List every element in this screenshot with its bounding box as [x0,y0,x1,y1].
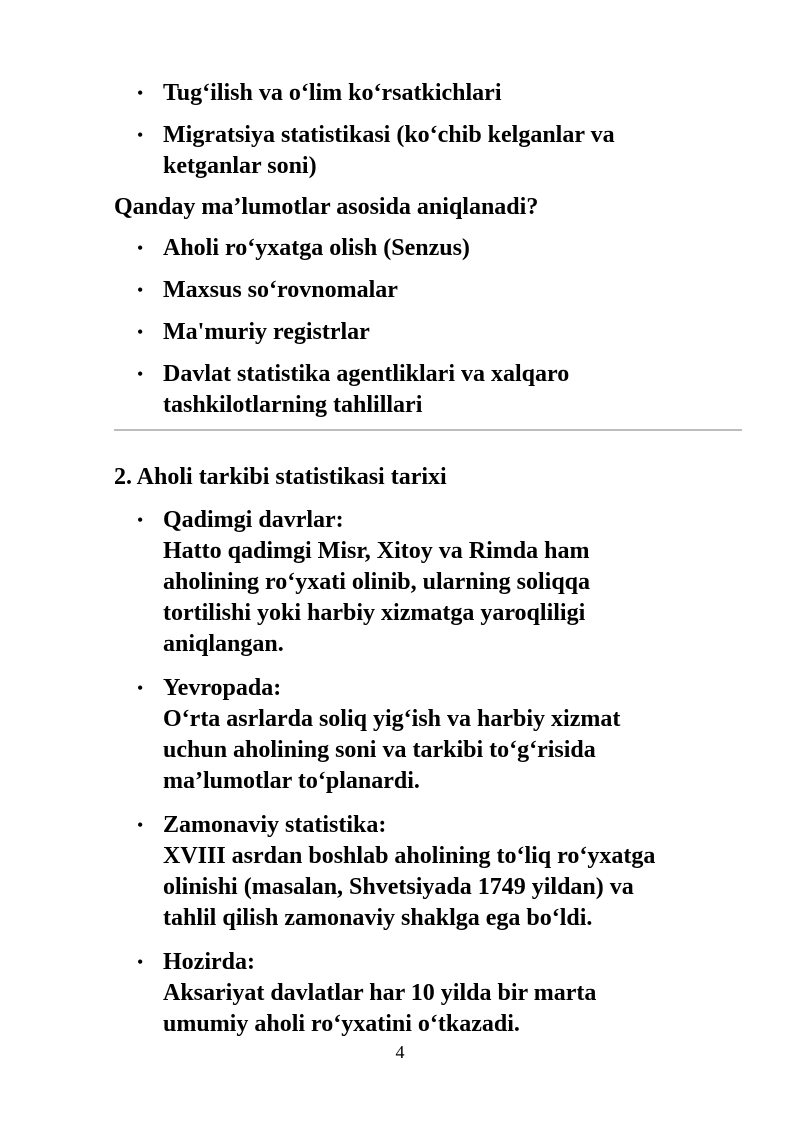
list-item-text: aholining ro‘yxati olinib, ularning soliqqa [163,569,591,595]
list-item [0,947,800,1040]
statistics-topics-list [0,78,800,182]
list-item [0,317,800,348]
list-item-text: O‘rta asrlarda soliq yig‘ish va harbiy xizmat [163,706,621,732]
history-list [0,505,800,1040]
list-item [0,233,800,264]
list-item-text: tashkilotlarning tahlillari [163,392,423,418]
list-item-text: Ma'muriy registrlar [163,319,370,345]
list-item-text: Aholi ro‘yxatga olish (Senzus) [163,235,470,261]
list-item-text: Aksariyat davlatlar har 10 yilda bir marta [163,980,597,1006]
list-item [0,810,800,934]
question-heading: Qanday ma’lumotlar asosida aniqlanadi? [114,194,539,220]
bullet-icon: • [137,125,144,145]
list-item-text: uchun aholining soni va tarkibi to‘g‘risida [163,737,596,763]
data-sources-list [0,233,800,421]
horizontal-divider [114,429,742,431]
bullet-icon: • [137,952,144,972]
list-item [0,673,800,797]
list-item-text: aniqlangan. [163,631,284,657]
list-item-text: tortilishi yoki harbiy xizmatga yaroqliligi [163,600,586,626]
section-heading: 2. Aholi tarkibi statistikasi tarixi [114,464,447,490]
list-item-title: Zamonaviy statistika: [163,812,387,838]
list-item-title: Hozirda: [163,949,255,975]
list-item [0,78,800,109]
list-item-text: tahlil qilish zamonaviy shaklga ega bo‘ldi. [163,905,593,931]
list-item-title: Yevropada: [163,675,282,701]
list-item [0,275,800,306]
list-item-title: Qadimgi davrlar: [163,507,344,533]
list-item-text: ketganlar soni) [163,153,317,179]
bullet-icon: • [137,364,144,384]
page-number: 4 [395,1042,405,1062]
list-item-text: Hatto qadimgi Misr, Xitoy va Rimda ham [163,538,590,564]
list-item-text: Davlat statistika agentliklari va xalqaro [163,361,570,387]
list-item-text: Migratsiya statistikasi (ko‘chib kelganlar va [163,122,615,148]
list-item [0,505,800,660]
bullet-icon: • [137,83,144,103]
list-item-text: olinishi (masalan, Shvetsiyada 1749 yildan) va [163,874,634,900]
list-item-text: umumiy aholi ro‘yxatini o‘tkazadi. [163,1011,520,1037]
list-item-text: ma’lumotlar to‘planardi. [163,768,420,794]
list-item-text: Maxsus so‘rovnomalar [163,277,398,303]
list-item [0,359,800,421]
list-item [0,120,800,182]
bullet-icon: • [137,280,144,300]
bullet-icon: • [137,678,144,698]
list-item-text: XVIII asrdan boshlab aholining to‘liq ro‘yxatga [163,843,656,869]
bullet-icon: • [137,322,144,342]
list-item-text: Tug‘ilish va o‘lim ko‘rsatkichlari [163,80,502,106]
bullet-icon: • [137,510,144,530]
bullet-icon: • [137,815,144,835]
bullet-icon: • [137,238,144,258]
